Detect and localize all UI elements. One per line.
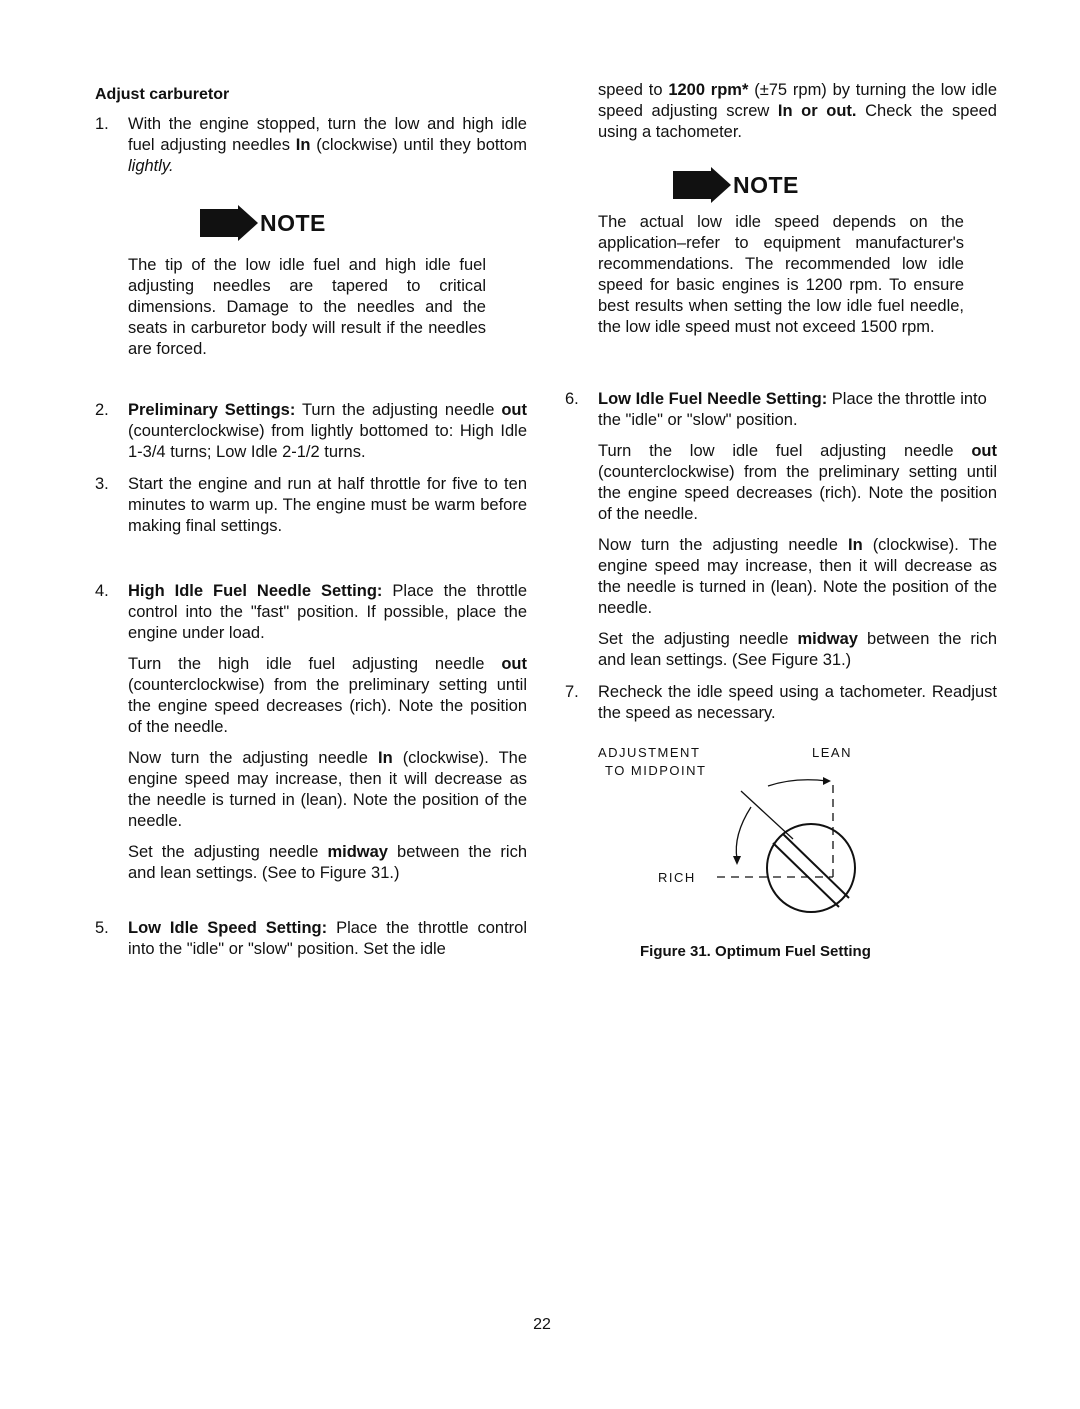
note-arrow-icon [200,205,258,241]
adjustment-label: ADJUSTMENT [598,745,701,760]
step-paragraph: Set the adjusting needle midway between the rich and lean settings. (See to Figure 31.) [128,843,528,882]
note-callout [673,167,799,203]
note-arrow-icon [673,167,731,203]
step-number: 6. [565,390,579,408]
figure-31 [565,735,995,925]
fuel-setting-diagram [565,735,995,925]
step-text: Start the engine and run at half throttle for five to ten minutes to warm up. The engine must be warm before making final settings. [128,475,527,535]
lean-arc [768,780,827,786]
step-paragraph: Now turn the adjusting needle In (clockwise). The engine speed may increase, then it will decrease as the needle is turned in (lean). Note the position of the needle. [598,536,997,617]
needle-slot-line [783,834,849,898]
step-paragraph: Turn the low idle fuel adjusting needle out (counterclockwise) from the preliminary setting until the engine speed decreases (rich). Note the position of the needle. [598,442,997,523]
step-text: With the engine stopped, turn the low and high idle fuel adjusting needles In (clockwise) until they bottom lightly. [128,115,527,175]
step-text: Low Idle Speed Setting: Place the throttle control into the "idle" or "slow" position. Set the idle [128,919,528,958]
step-number: 2. [95,401,109,419]
step-number: 5. [95,919,109,937]
continued-text: speed to 1200 rpm* (±75 rpm) by turning the low idle speed adjusting screw In or out. Check the speed using a tachometer. [598,81,997,141]
figure-caption: Figure 31. Optimum Fuel Setting [640,943,871,960]
note-label: NOTE [733,171,799,198]
lean-arrow-icon [823,777,831,785]
rich-arc [736,807,751,859]
step-number: 4. [95,582,109,600]
step-text: Recheck the idle speed using a tachometer. Readjust the speed as necessary. [598,683,997,722]
needle-slot-line [773,843,839,907]
step-paragraph: Now turn the adjusting needle In (clockwise). The engine speed may increase, then it will decrease as the needle is turned in (lean). Note the position of the needle. [128,749,527,830]
step-text: Low Idle Fuel Needle Setting: Place the throttle into the "idle" or "slow" position. [598,390,987,429]
step-number: 3. [95,475,109,493]
step-number: 1. [95,115,109,133]
step-paragraph: Set the adjusting needle midway between the rich and lean settings. (See Figure 31.) [598,630,998,669]
step-paragraph: Turn the high idle fuel adjusting needle out (counterclockwise) from the preliminary setting until the engine speed decreases (rich). Note the position of the needle. [128,655,527,736]
step-number: 7. [565,683,579,701]
to-midpoint-label: TO MIDPOINT [605,763,707,778]
adjustment-pointer-line [741,791,793,839]
needle-circle [767,824,855,912]
step-text: High Idle Fuel Needle Setting: Place the throttle control into the "fast" position. If possible, place the engine under load. [128,582,528,642]
note-text: The actual low idle speed depends on the application–refer to equipment manufacturer's recommendations. The recommended low idle speed for basic engines is 1200 rpm. To ensure best results when setting the low idle fuel needle, the low idle speed must not exceed 1500 rpm. [598,213,964,336]
step-body [598,389,997,671]
note-text: The tip of the low idle fuel and high idle fuel adjusting needles are tapered to critical dimensions. Damage to the needles and the seats in carburetor body will result if the needles are forced. [128,256,486,358]
note-label: NOTE [260,209,326,236]
rich-arrow-icon [733,856,741,865]
step-text: Preliminary Settings: Turn the adjusting needle out (counterclockwise) from lightly bottomed to: High Idle 1-3/4 turns; Low Idle 2-1/2 turns. [128,401,527,461]
note-callout [200,205,326,241]
page-number: 22 [533,1316,551,1333]
section-heading: Adjust carburetor [95,86,230,103]
step-body [128,581,527,884]
rich-label: RICH [658,870,696,885]
lean-label: LEAN [812,745,852,760]
